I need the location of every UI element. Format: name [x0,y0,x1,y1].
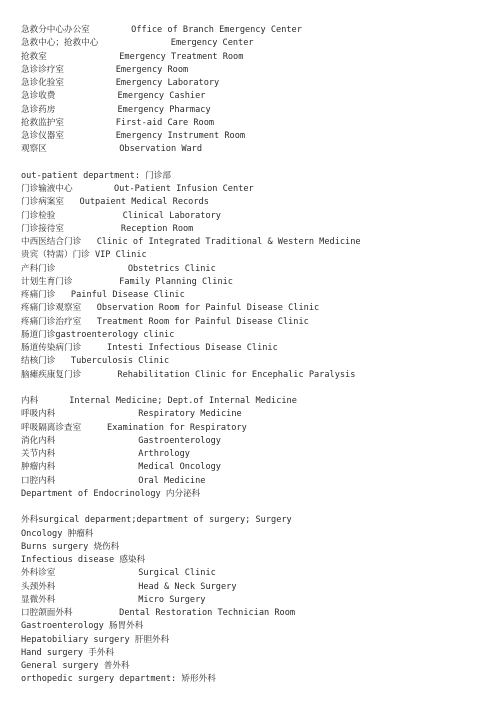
english-term: Gastroenterology [138,435,221,446]
chinese-term: 肠胃外科 [108,621,144,632]
chinese-term: 抢救室 [21,51,47,62]
english-term: Oral Medicine [138,475,206,486]
chinese-term: 急诊化验室 [21,78,64,88]
department-line [21,170,481,183]
english-term: Oncology [21,528,63,539]
chinese-term: 门诊接待室 [21,223,64,234]
department-line [21,461,481,474]
chinese-term: 口腔颌面外科 [21,608,73,618]
spacer [47,144,119,154]
spacer [64,197,80,207]
english-term: Dental Restoration Technician Room [119,608,296,618]
english-term: Office of Branch Emergency Center [131,25,302,35]
english-term: orthopedic surgery department: [21,674,177,685]
english-term: Observation Room for Painful Disease Clinic [96,303,320,314]
spacer [55,436,138,446]
spacer [81,303,97,313]
chinese-term: 显微外科 [21,594,56,605]
chinese-term: 疼痛门诊 [21,290,56,300]
chinese-term: 急救分中心办公室 [21,25,90,35]
department-line [21,475,481,488]
department-line [21,647,481,660]
department-line [21,422,481,435]
department-line [21,329,481,342]
department-line [21,342,481,355]
department-line [21,408,481,421]
department-line [21,223,481,236]
chinese-term: 贵宾（特需）门诊 [21,250,90,261]
department-line [21,541,481,554]
department-line [21,77,481,90]
spacer [38,396,69,406]
english-term: General surgery [21,661,99,671]
english-term: Out-Patient Infusion Center [113,184,254,194]
spacer [55,582,138,592]
chinese-term: 口腔内科 [21,475,56,486]
department-line [21,435,481,448]
english-term: Clinical Laboratory [122,210,221,221]
department-line [21,395,481,408]
english-term: Department of Endocrinology [21,488,161,499]
chinese-term: 急诊药房 [21,104,56,115]
department-line [21,289,481,302]
blank-line [21,382,481,395]
english-term: Emergency Treatment Room [119,51,244,62]
chinese-term: 门诊病案室 [21,197,64,208]
chinese-term: 肠道传染病门诊 [21,343,82,353]
english-term: Medical Oncology [138,462,221,473]
department-line [21,607,481,620]
spacer [55,91,117,101]
chinese-term: 急救中心；抢救中心 [21,38,99,49]
spacer [55,462,138,472]
english-term: Hand surgery [21,647,84,658]
department-line [21,210,481,223]
english-term: Respiratory Medicine [138,409,242,420]
english-term: Painful Disease Clinic [70,290,185,300]
chinese-term: 消化内科 [21,435,56,446]
spacer [55,409,138,419]
spacer [55,356,71,366]
spacer [55,476,138,486]
spacer [55,211,122,221]
english-term: Surgical Clinic [138,568,216,579]
english-term: Emergency Pharmacy [117,104,211,115]
department-line [21,130,481,143]
department-line [21,673,481,686]
spacer [73,608,120,618]
english-term: Observation Ward [119,144,203,155]
spacer [55,595,138,605]
spacer [47,52,119,62]
chinese-term: 内分泌科 [165,488,201,499]
spacer [73,184,114,194]
chinese-term: 门诊检验 [21,210,56,221]
department-line [21,316,481,329]
english-term: Treatment Room for Painful Disease Clinic [96,316,309,327]
spacer [81,423,107,433]
department-line [21,581,481,594]
department-line [21,634,481,647]
chinese-term: 门诊部 [145,170,171,181]
english-term: Emergency Laboratory [115,78,220,88]
department-line [21,448,481,461]
english-term: Gastroenterology [21,621,104,632]
department-line [21,104,481,117]
english-term: Tuberculosis Clinic [70,356,170,367]
department-line [21,514,481,527]
spacer [55,105,117,115]
chinese-term: 普外科 [103,661,130,671]
english-term: Micro Surgery [138,594,206,605]
department-line [21,90,481,103]
english-term: VIP Clinic [94,250,147,261]
chinese-term: 内科 [21,396,39,406]
chinese-term: 肿瘤内科 [21,462,56,473]
spacer [55,290,71,300]
chinese-term: 肠道门诊 [21,329,56,340]
department-line [21,554,481,567]
department-line [21,51,481,64]
department-line [21,143,481,156]
chinese-term: 外科 [21,515,39,526]
department-line [21,620,481,633]
chinese-term: 急诊诊疗室 [21,64,64,75]
chinese-term: 计划生育门诊 [21,276,73,287]
chinese-term: 中西医结合门诊 [21,237,82,247]
english-term: Infectious disease [21,555,115,565]
chinese-term: 烧伤科 [93,541,120,552]
chinese-term: 感染科 [119,555,146,565]
english-term: Hepatobiliary surgery [21,634,130,645]
spacer [81,317,97,327]
department-line [21,183,481,196]
department-line [21,355,481,368]
spacer [64,224,121,234]
blank-line [21,157,481,170]
chinese-term: 头颈外科 [21,581,56,592]
chinese-term: 呼吸隔离诊查室 [21,422,82,433]
english-term: Clinic of Integrated Traditional & Western Medicine [96,237,361,247]
english-term: out-patient department: [21,170,140,181]
chinese-term: 疼痛门诊观察室 [21,303,82,314]
english-term: Family Planning Clinic [119,276,233,287]
english-term: Examination for Respiratory [107,422,247,433]
english-term: Outpaient Medical Records [79,197,209,208]
department-line [21,249,481,262]
english-term: Burns surgery [21,541,89,552]
department-line [21,276,481,289]
english-term: Emergency Center [170,38,254,49]
department-line [21,594,481,607]
department-line [21,263,481,276]
spacer [64,131,116,141]
english-term: Emergency Room [115,64,189,75]
blank-line [21,501,481,514]
chinese-term: 脑瘫疾康复门诊 [21,369,82,380]
chinese-term: 肝胆外科 [134,634,170,645]
chinese-term: 产科门诊 [21,263,56,274]
spacer [64,118,116,128]
spacer [55,264,127,274]
department-line [21,302,481,315]
spacer [81,237,97,247]
department-line [21,369,481,382]
department-line [21,24,481,37]
department-line [21,236,481,249]
department-line [21,488,481,501]
spacer [73,277,120,287]
chinese-term: 外科诊室 [21,568,56,579]
chinese-term: 疼痛门诊治疗室 [21,316,82,327]
english-term: Rehabilitation Clinic for Encephalic Paralysis [117,369,356,380]
chinese-term: 急诊仪器室 [21,131,64,141]
chinese-term: 手外科 [88,647,115,658]
spacer [64,78,116,88]
document-body [21,24,481,687]
department-line [21,64,481,77]
spacer [81,343,107,353]
chinese-term: 呼吸内科 [21,409,56,420]
english-term: Emergency Cashier [117,91,206,102]
chinese-term: 结核门诊 [21,356,56,367]
spacer [55,568,138,578]
spacer [81,370,117,380]
chinese-term: 门诊输液中心 [21,184,73,194]
chinese-term: 关节内科 [21,449,56,459]
english-term: Intesti Infectious Disease Clinic [107,343,278,353]
department-line [21,117,481,130]
spacer [90,25,131,35]
spacer [98,38,170,48]
english-term: Reception Room [120,223,194,234]
department-line [21,567,481,580]
english-term: Obstetrics Clinic [127,263,216,274]
chinese-term: 肿瘤科 [67,528,94,539]
chinese-term: 抢救监护室 [21,117,64,128]
english-term: Arthrology [138,449,190,459]
chinese-term: 急诊收费 [21,91,56,102]
department-line [21,37,481,50]
department-line [21,660,481,673]
english-term: First-aid Care Room [115,117,215,128]
department-line [21,196,481,209]
english-term: Internal Medicine; Dept.of Internal Medicine [69,396,297,406]
chinese-term: 观察区 [21,144,47,155]
spacer [55,449,138,459]
english-term: Emergency Instrument Room [115,131,246,141]
english-term: Head & Neck Surgery [138,581,237,592]
english-term: surgical deparment;department of surgery; Surgery [38,515,292,526]
department-line [21,528,481,541]
spacer [64,65,116,75]
english-term: gastroenterology clinic [55,329,175,340]
chinese-term: 矫形外科 [181,674,216,685]
